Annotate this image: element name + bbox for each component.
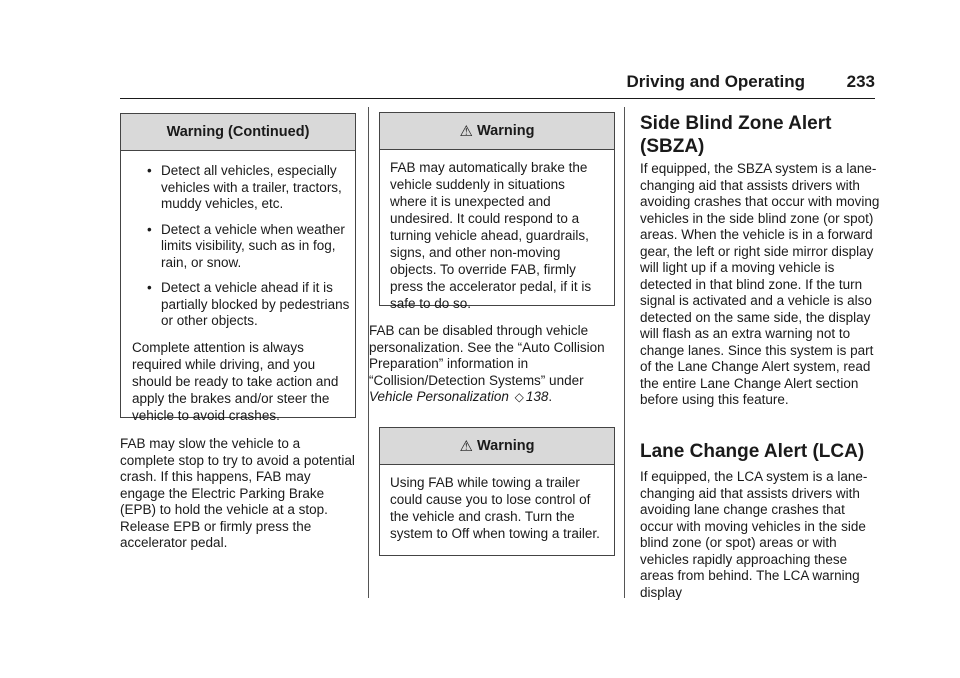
- lca-paragraph: If equipped, the LCA system is a lane-changing aid that assists drivers with avoiding lane change crashes that occur with moving vehicles in the side blind zone (or spot) areas or with vehicles rapidly approaching these areas from behind. The LCA warning display: [640, 469, 868, 600]
- sbza-paragraph: If equipped, the SBZA system is a lane-changing aid that assists drivers with avoiding crashes that occur with moving vehicles in the side blind zone (or spot) areas. When the vehicle is in a forward gear, the left or right side mirror display will light up if a moving vehicle is detected in that blind zone. If the turn signal is activated and a vehicle is also detected on the same side, the display will flash as an extra warning not to change lanes. Since this system is part of the Lane Change Alert system, read the entire Lane Change Alert section before using this feature.: [640, 161, 880, 407]
- reference-page[interactable]: 138: [525, 389, 549, 404]
- warning-body: FAB may automatically brake the vehicle suddenly in situations where it is unexpected and undesired. It could respond to a turning vehicle ahead, guardrails, signs, and other non-moving objects. To override FAB, firmly press the accelerator pedal, if it is safe to do so.: [390, 160, 592, 311]
- bullet-icon: •: [147, 221, 152, 237]
- bullet-icon: •: [147, 280, 152, 295]
- warning-triangle-icon: ⚠: [459, 438, 473, 455]
- list-item: • Detect a vehicle ahead if it is partially blocked by pedestrians or other objects.: [147, 280, 350, 328]
- column-divider: [624, 107, 625, 598]
- warning-body: Using FAB while towing a trailer could cause you to lose control of the vehicle and crash. Turn the system to Off when towing a trailer.: [390, 475, 600, 541]
- warning-continued-title: Warning (Continued): [121, 114, 355, 151]
- warning-triangle-icon: ⚠: [459, 123, 473, 140]
- fab-disable-paragraph: FAB can be disabled through vehicle personalization. See the “Auto Collision Preparation” information in “Collision/Detection Systems” under Vehicle Personalization ◇ 138.: [369, 323, 605, 404]
- heading-sbza: Side Blind Zone Alert (SBZA): [640, 113, 832, 157]
- warning-note: Complete attention is always required while driving, and you should be ready to take action and apply the brakes and/or steer the vehicle to avoid crashes.: [132, 339, 339, 423]
- section-title: Driving and Operating: [626, 72, 805, 91]
- reference-link[interactable]: Vehicle Personalization: [369, 389, 509, 404]
- page-number: 233: [846, 72, 875, 91]
- fab-stop-paragraph: FAB may slow the vehicle to a complete stop to try to avoid a potential crash. If this happens, FAB may engage the Electric Parking Brake (EPB) to hold the vehicle at a stop. Release EPB or firmly press the accelerator pedal.: [120, 436, 355, 550]
- warning-title: ⚠ Warning: [380, 113, 614, 150]
- list-item: • Detect all vehicles, especially vehicles with a trailer, tractors, muddy vehicles, etc.: [147, 163, 342, 211]
- list-item: • Detect a vehicle when weather limits visibility, such as in fog, rain, or snow.: [147, 221, 345, 270]
- page-ref-icon: ◇: [514, 390, 524, 404]
- warning-title: ⚠ Warning: [380, 428, 614, 465]
- warning-box-1: [379, 112, 615, 311]
- heading-lca: Lane Change Alert (LCA): [640, 441, 865, 462]
- warning-box-2: [379, 427, 615, 556]
- warning-bullet-list: [121, 163, 355, 330]
- warning-continued-box: [120, 113, 356, 423]
- page-header: [120, 72, 875, 99]
- bullet-icon: •: [147, 163, 152, 178]
